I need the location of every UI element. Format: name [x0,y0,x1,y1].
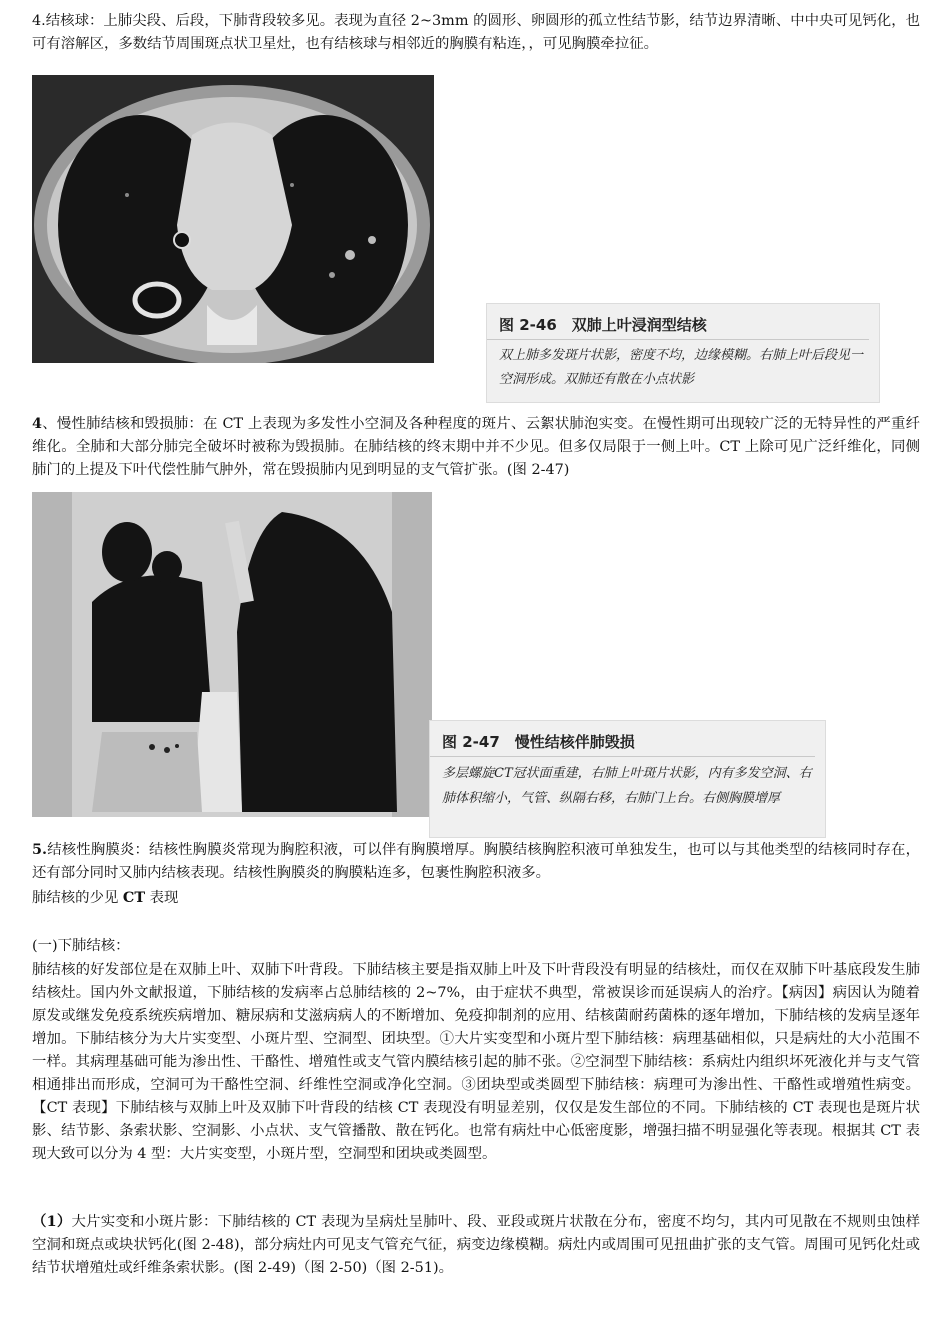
subsection-1-number: （1） [32,1213,72,1230]
figure-2-46-body: 双上肺多发斑片状影，密度不均，边缘模糊。右肺上叶后段见一空洞形成。双肺还有散在小点状影 [499,348,864,387]
ct-axial-graphic [32,75,434,363]
rare-ct-suffix: 表现 [145,890,179,906]
tuberculoma-text: 4.结核球：上肺尖段、后段，下肺背段较多见。表现为直径 2~3mm 的圆形、卵圆形的孤立性结节影，结节边界清晰、中中央可见钙化，也可有溶解区，多数结节周围斑点状卫星灶，也有结核球与相邻近的胸膜有粘连，，可见胸膜牵拉征。 [32,13,920,52]
chronic-tb-number: 4 [32,415,43,432]
figure-2-47-caption [429,720,826,838]
ct-coronal-graphic [32,492,432,817]
ct-image-axial-chest [32,75,434,363]
lower-lung-body-text: 肺结核的好发部位是在双肺上叶、双肺下叶背段。下肺结核主要是指双肺上叶及下叶背段没有明显的结核灶，而仅在双肺下叶基底段发生肺结核灶。国内外文献报道，下肺结核的发病率占总肺结核的 2~7%，由于症状不典型，常被误诊而延误病人的治疗。【病因】病因认为随着原发或继发免疫系统疾病增加、糖尿病和艾滋病病人的不断增加、免疫抑制剂的应用、结核菌耐药菌株的逐年增加，下肺结核的发病呈逐年增加。下肺结核分为大片实变型、小斑片型、空洞型、团块型。①大片实变型和小斑片型下肺结核：病理基础相似，只是病灶的大小范围不一样。其病理基础可能为渗出性、干酪性、增殖性或支气管内膜结核引起的肺不张。②空洞型下肺结核：系病灶内组织坏死液化并与支气管相通排出而形成，空洞可为干酪性空洞、纤维性空洞或净化空洞。③团块型或类圆型下肺结核：病理可为渗出性、干酪性或增殖性病变。【CT 表现】下肺结核与双肺上叶及双肺下叶背段的结核 CT 表现没有明显差别，仅仅是发生部位的不同。下肺结核的 CT 表现也是斑片状影、结节影、条索状影、空洞影、小点状、支气管播散、散在钙化。也常有病灶中心低密度影，增强扫描不明显强化等表现。根据其 CT 表现大致可以分为 4 型：大片实变型，小斑片型，空洞型和团块或类圆型。 [32,962,920,1162]
figure-2-46-caption [486,303,880,403]
chronic-tb-text: 、慢性肺结核和毁损肺：在 CT 上表现为多发性小空洞及各种程度的斑片、云絮状肺泡实变。在慢性期可出现较广泛的无特异性的严重纤维化。全肺和大部分肺完全破坏时被称为毁损肺。在肺结核的终末期中并不少见。但多仅局限于一侧上叶。CT 上除可见广泛纤维化，同侧肺门的上提及下叶代偿性肺气肿外，常在毁损肺内见到明显的支气管扩张。(图 2-47) [32,416,920,478]
lower-lung-heading [32,935,920,958]
lower-lung-heading-text: (一)下肺结核： [32,938,130,954]
pleurisy-number: 5. [32,841,48,858]
chronic-tb-paragraph [32,412,920,482]
figure-2-47-title: 图 2-47 慢性结核伴肺毁损 [430,721,815,757]
lower-lung-paragraph [32,959,920,1166]
tuberculoma-paragraph [32,10,920,56]
rare-ct-prefix: 肺结核的少见 [32,890,123,906]
rare-ct-heading [32,886,920,910]
ct-image-coronal [32,492,432,817]
pleurisy-text: 结核性胸膜炎：结核性胸膜炎常现为胸腔积液，可以伴有胸膜增厚。胸膜结核胸腔积液可单独发生，也可以与其他类型的结核同时存在，还有部分同时又肺内结核表现。结核性胸膜炎的胸膜粘连多，包裹性胸腔积液多。 [32,842,920,881]
figure-2-47-body: 多层螺旋CT冠状面重建，右肺上叶斑片状影，内有多发空洞、右肺体积缩小，气管、纵隔右移，右肺门上台。右侧胸膜增厚 [442,766,812,806]
rare-ct-ct: CT [122,889,146,906]
pleurisy-paragraph [32,838,920,885]
figure-2-46-title: 图 2-46 双肺上叶浸润型结核 [487,304,869,340]
subsection-1-text: 大片实变和小斑片影：下肺结核的 CT 表现为呈病灶呈肺叶、段、亚段或斑片状散在分布，密度不均匀，其内可见散在不规则虫蚀样空洞和斑点或块状钙化(图 2-48)，部分病灶内可见支气管充气征，病变边缘模糊。病灶内或周围可见扭曲扩张的支气管。周围可见钙化灶或结节状增殖灶或纤维条索状影。(图 2-49)（图 2-50)（图 2-51)。 [32,1214,921,1276]
subsection-1-paragraph [32,1210,920,1280]
